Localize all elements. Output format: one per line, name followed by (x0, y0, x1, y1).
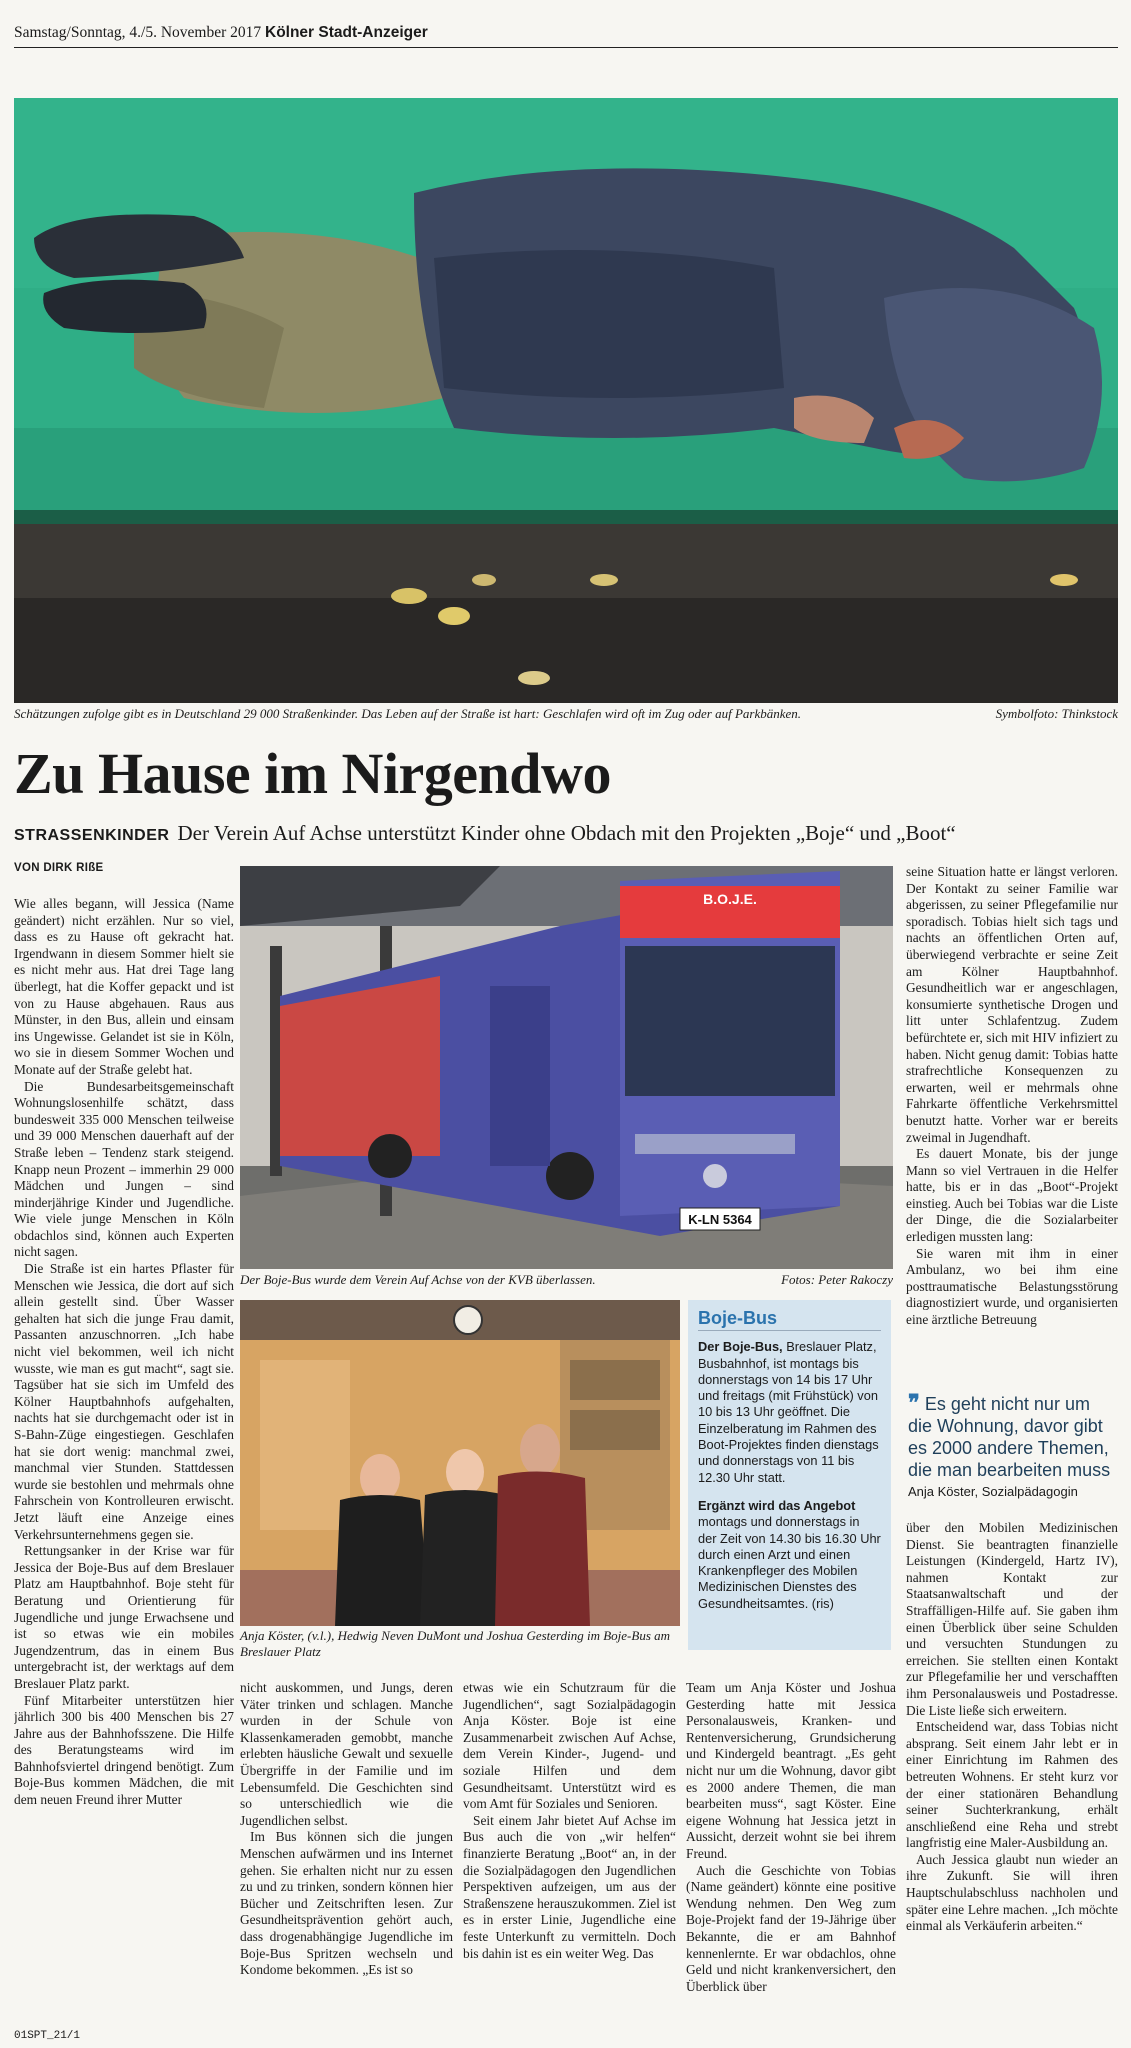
paragraph: Auch Jessica glaubt nun wieder an ihre Zukunft. Sie will ihren Hauptschulabschluss nachholen und später eine Lehre machen. „Ich möchte einmal als Verkäuferin arbeiten.“ (906, 1851, 1118, 1934)
info-text: montags und donnerstags in der Zeit von 14.30 bis 16.30 Uhr durch einen Arzt und einen Krankenpfleger des Mobilen Medizinischen Dienstes des Gesundheitsamtes. (ris) (698, 1514, 881, 1611)
byline: VON DIRK RIßE (14, 862, 104, 874)
issue-date: Samstag/Sonntag, 4./5. November 2017 (14, 24, 262, 41)
bus-plate-text: K-LN 5364 (688, 1212, 752, 1227)
kicker-label: STRASSENKINDER (14, 827, 170, 844)
paragraph: seine Situation hatte er längst verloren. Der Kontakt zu seiner Familie war abgerissen, zu seiner Pflegefamilie nur sporadisch. Tobias hielt sich tags und nachts an öffentlichen Orten auf, überwiegend verbrachte er seine Zeit am Kölner Hauptbahnhof. Gesundheitlich war er angeschlagen, konsumierte synthetische Drogen und litt unter Schlafentzug. Zudem befürchtete er, sich mit HIV infiziert zu haben. Nicht genug damit: Tobias hatte strafrechtliche Konsequenzen zu erwarten, weil er mehrmals ohne Fahrkarte öffentliche Verkehrsmittel benutzt hatte. Vorher war er bereits zweimal in Jugendhaft. (906, 864, 1118, 1145)
quote-mark-icon: ❞ (908, 1390, 920, 1415)
paragraph: Im Bus können sich die jungen Menschen aufwärmen und ins Internet gehen. Sie erhalten nicht nur zu essen zu und zu trinken, sondern können hier Bücher und Zeitschriften lesen. Zur Gesundheitsprävention gehört auch, dass drogenabhängige Jugendliche im Boje-Bus Spritzen wechseln und Kondome bekommen. „Es ist so (240, 1829, 453, 1978)
info-box-paragraph (698, 1498, 881, 1612)
paragraph: Es dauert Monate, bis der junge Mann so viel Vertrauen in die Helfer hatte, bis er in das „Boot“-Projekt einstieg. Auch bei Tobias war die Liste der Dinge, die die Sozialarbeiter erledigen mussten lang: (906, 1146, 1118, 1245)
paragraph: über den Mobilen Medizinischen Dienst. Sie beantragten finanzielle Leistungen (Kindergeld, Hartz IV), nahmen Kontakt zur Staatsanwaltschaft und der Straffälligen-Hilfe auf. Sie gaben ihm einen Überblick über seine Schulden und versuchten Stundungen zu erreichen. Sie stellten einen Kontakt zur Pflegefamilie her und verschafften ihm Personalausweis und Postadresse. Die Liste ließe sich erweitern. (906, 1520, 1118, 1718)
info-box-title: Boje-Bus (698, 1310, 881, 1331)
main-photo-caption: Schätzungen zufolge gibt es in Deutschland 29 000 Straßenkinder. Das Leben auf der Straße ist hart: Geschlafen wird oft im Zug oder auf Parkbänken. (14, 706, 802, 721)
pull-quote-source: Anja Köster, Sozialpädagogin (908, 1484, 1078, 1499)
sleeping-person-illustration (14, 98, 1118, 703)
article-column-5-top (906, 864, 1118, 1384)
info-lead: Der Boje-Bus, (698, 1339, 783, 1355)
kicker (14, 820, 1118, 849)
article-column-3 (463, 1680, 676, 2025)
paragraph: Entscheidend war, dass Tobias nicht absprang. Seit einem Jahr lebt er in einer Einrichtung im Rahmen des betreuten Wohnens. Er steht kurz vor der einer stationären Behandlung seiner Suchterkrankung, erhält anschließend eine Reha und strebt langfristig eine Maler-Ausbildung an. (906, 1719, 1118, 1851)
paragraph: etwas wie ein Schutzraum für die Jugendlichen“, sagt Sozialpädagogin Anja Köster. Boje ist eine Zusammenarbeit zwischen Auf Achse, dem Verein Kinder-, Jugend- und soziale Hilfen und dem Gesundheitsamt. Unterstützt wird es vom Amt für Soziales und Senioren. (463, 1680, 676, 1812)
paragraph: Team um Anja Köster und Joshua Gesterding hatte mit Jessica Personalausweis, Kranken- und Rentenversicherung, Grundsicherung und Kindergeld beantragt. „Es geht nicht nur um die Wohnung, davor gibt es 2000 andere Themen, die man bearbeiten muss“, sagt Köster. Eine eigene Wohnung hat Jessica jetzt in Aussicht, derzeit wohnt sie bei ihrem Freund. (686, 1680, 896, 1861)
paragraph: Rettungsanker in der Krise war für Jessica der Boje-Bus auf dem Breslauer Platz am Hauptbahnhof. Boje steht für Beratung und Orientierung für Jugendliche und junge Erwachsene und ist so etwas wie ein mobiles Jugendzentrum, das in einem Bus untergebracht ist, der werktags auf dem Breslauer Platz parkt. (14, 1543, 234, 1691)
people-photo (240, 1300, 680, 1626)
bus-photo-credit: Fotos: Peter Rakoczy (781, 1272, 893, 1287)
paragraph: Fünf Mitarbeiter unterstützen hier jährlich 300 bis 400 Menschen bis 27 Jahre aus der Bahnhofsszene. Die Hilfe des Beratungsteams wird im Bahnhofsviertel dringend benötigt. Zum Boje-Bus kommen Mädchen, die mit dem neuen Freund ihrer Mutter (14, 1692, 234, 1808)
bus-illustration (240, 866, 893, 1269)
people-in-bus-illustration (240, 1300, 680, 1626)
main-photo-credit: Symbolfoto: Thinkstock (995, 706, 1118, 721)
info-text: Breslauer Platz, Busbahnhof, ist montags bis donnerstags von 14 bis 17 Uhr und freitags (mit Frühstück) von 10 bis 13 Uhr geöffnet. Die Einzelberatung im Rahmen des Boot-Projektes finden dienstags und donnerstags von 11 bis 12.30 Uhr statt. (698, 1339, 879, 1485)
main-photo (14, 98, 1118, 703)
bus-sign-text: B.O.J.E. (703, 891, 757, 907)
article-column-1 (14, 896, 234, 2026)
people-photo-caption: Anja Köster, (v.l.), Hedwig Neven DuMont und Joshua Gesterding im Boje-Bus am Breslauer Platz (240, 1628, 671, 1659)
pull-quote (908, 1392, 1118, 1481)
paragraph: Seit einem Jahr bietet Auf Achse im Bus auch die von „wir helfen“ finanzierte Beratung „Boot“ an, in der die Sozialpädagogen den Jugendlichen Perspektiven aufzeigen, um aus der Straßenszene herauszukommen. Ziel ist es in erster Linie, Jugendliche eine feste Unterkunft zu vermitteln. Doch bis dahin ist es ein weiter Weg. Das (463, 1812, 676, 1961)
info-box-paragraph (698, 1339, 881, 1486)
paragraph: Die Straße ist ein hartes Pflaster für Menschen wie Jessica, die dort auf sich allein gestellt sind. Über Wasser gehalten hat sich die junge Frau damit, Passanten anzuschnorren. „Ich habe nicht viel bekommen, weil ich nicht wusste, wie man es gut macht“, sagt sie. Tagsüber hat sie sich im Umfeld des Kölner Hauptbahnhofs aufgehalten, nachts hat sie durchgemacht oder ist in S-Bahn-Züge eingestiegen. Geschlafen hat sie dort wenig: manchmal zwei, manchmal vier Stunden. Stattdessen wurde sie bestohlen und mehrmals ohne Fahrschein von Kontrolleuren erwischt. Jetzt läuft eine Anzeige eines Verkehrsunternehmens gegen sie. (14, 1261, 234, 1542)
pull-quote-text: Es geht nicht nur um die Wohnung, davor gibt es 2000 andere Themen, die man bearbeiten muss (908, 1394, 1111, 1480)
newspaper-name: Kölner Stadt-Anzeiger (265, 24, 428, 41)
article-column-5-bottom (906, 1520, 1118, 2025)
info-box (688, 1300, 891, 1650)
bus-photo (240, 866, 893, 1269)
paragraph: Die Bundesarbeitsgemeinschaft Wohnungslosenhilfe schätzt, dass bundesweit 335 000 Menschen teilweise und 39 000 Menschen dauerhaft auf der Straße leben – Tendenz stark steigend. Knapp neun Prozent – immerhin 29 000 Mädchen und Jungen – sind minderjährige Kinder und Jugendliche. Wie viele junge Menschen in Köln obdachlos sind, können auch Experten nicht sagen. (14, 1078, 234, 1260)
page-code: 01SPT_21/1 (14, 2030, 81, 2042)
kicker-text: Der Verein Auf Achse unterstützt Kinder ohne Obdach mit den Projekten „Boje“ und „Boot“ (177, 821, 956, 845)
paragraph: Wie alles begann, will Jessica (Name geändert) nicht erzählen. Nur so viel, dass es zu Hause oft gekracht hat. Irgendwann in diesem Sommer hielt sie es nicht mehr aus. Hat drei Tage lang überlegt, hat die Koffer gepackt und ist von zu Hause abgehauen. Raus aus Münster, in den Bus, allein und einsam ins Ungewisse. Gelandet ist sie in Köln, wo sie in diesem Sommer Wochen und Monate auf der Straße gelebt hat. (14, 896, 234, 1077)
info-lead: Ergänzt wird das Angebot (698, 1497, 856, 1513)
article-column-4 (686, 1680, 896, 2025)
paragraph: Auch die Geschichte von Tobias (Name geändert) könnte eine positive Wendung nehmen. Den Weg zum Boje-Projekt fand der 19-Jährige über Bekannte, die er am Bahnhof kennenlernte. Er war obdachlos, ohne Geld und nicht krankenversichert, den Überblick über (686, 1862, 896, 1994)
bus-photo-caption: Der Boje-Bus wurde dem Verein Auf Achse von der KVB überlassen. (240, 1272, 596, 1287)
paragraph: Sie waren mit ihm in einer Ambulanz, wo bei ihm eine posttraumatische Belastungsstörung diagnostiziert wurde, und organisierten eine ärztliche Betreuung (906, 1245, 1118, 1328)
article-column-2 (240, 1680, 453, 2025)
headline: Zu Hause im Nirgendwo (14, 741, 611, 806)
paragraph: nicht auskommen, und Jungs, deren Väter trinken und schlagen. Manche wurden in der Schule von Klassenkameraden gemobbt, manche erlebten häusliche Gewalt und sexuelle Übergriffe in der Familie und im Lebensumfeld. Die Geschichten sind so unterschiedlich wie die Jugendlichen selbst. (240, 1680, 453, 1828)
page-header (14, 22, 1118, 48)
